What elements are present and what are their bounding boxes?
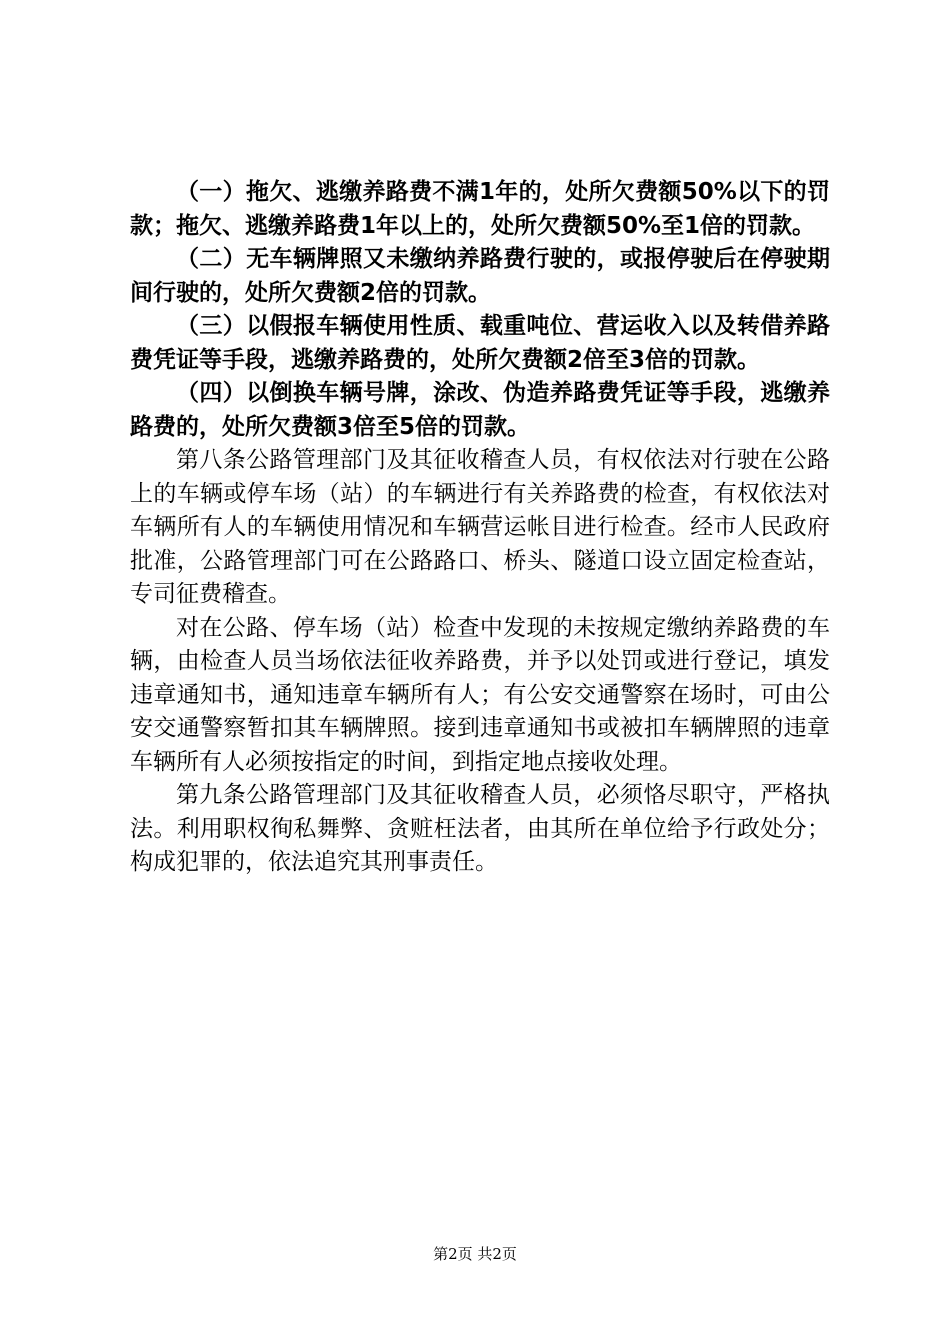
page-number-footer: 第2页 共2页 — [433, 1245, 517, 1263]
document-body — [130, 176, 830, 880]
paragraph-item-3: （三）以假报车辆使用性质、载重吨位、营运收入以及转借养路费凭证等手段，逃缴养路费的，处所欠费额2倍至3倍的罚款。 — [130, 313, 830, 373]
paragraph-inspection: 对在公路、停车场（站）检查中发现的未按规定缴纳养路费的车辆，由检查人员当场依法征收养路费，并予以处罚或进行登记，填发违章通知书，通知违章车辆所有人；有公安交通警察在场时，可由公安交通警察暂扣其车辆牌照。接到违章通知书或被扣车辆牌照的违章车辆所有人必须按指定的时间，到指定地点接收处理。 — [130, 614, 830, 775]
paragraph-article-8: 第八条公路管理部门及其征收稽查人员，有权依法对行驶在公路上的车辆或停车场（站）的车辆进行有关养路费的检查，有权依法对车辆所有人的车辆使用情况和车辆营运帐目进行检查。经市人民政府批准，公路管理部门可在公路路口、桥头、隧道口设立固定检查站，专司征费稽查。 — [130, 447, 830, 607]
paragraph-article-9: 第九条公路管理部门及其征收稽查人员，必须恪尽职守，严格执法。利用职权徇私舞弊、贪赃枉法者，由其所在单位给予行政处分；构成犯罪的，依法追究其刑事责任。 — [130, 782, 830, 875]
paragraph-item-2: （二）无车辆牌照又未缴纳养路费行驶的，或报停驶后在停驶期间行驶的，处所欠费额2倍的罚款。 — [130, 246, 830, 306]
paragraph-item-1: （一）拖欠、逃缴养路费不满1年的，处所欠费额50%以下的罚款；拖欠、逃缴养路费1年以上的，处所欠费额50%至1倍的罚款。 — [130, 179, 830, 239]
paragraph-item-4: （四）以倒换车辆号牌，涂改、伪造养路费凭证等手段，逃缴养路费的，处所欠费额3倍至5倍的罚款。 — [130, 380, 830, 440]
